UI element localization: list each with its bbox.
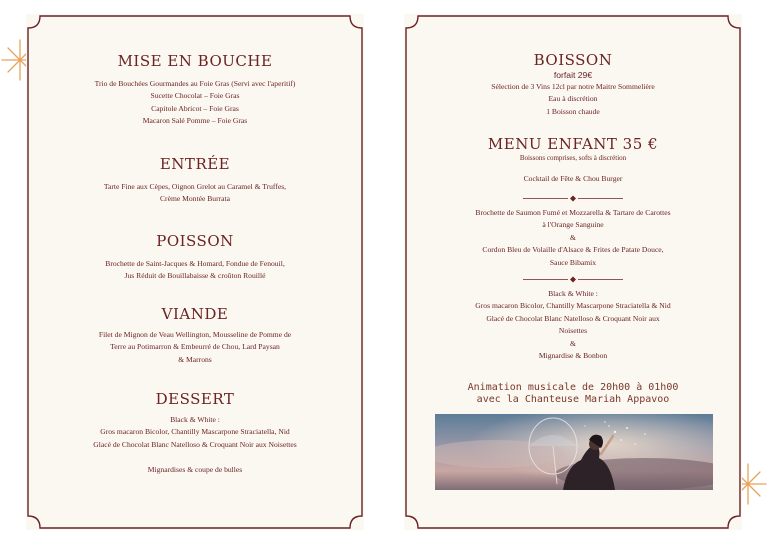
boisson-price: forfait 29€ [553, 70, 593, 80]
menu-line: Glacé de Chocolat Blanc Natelloso & Croquant Noir aux [486, 313, 660, 323]
menu-line: Filet de Mignon de Veau Wellington, Mousseline de Pomme de [98, 330, 292, 339]
menu-line: & [570, 232, 576, 242]
section-enfant-mains [404, 207, 742, 269]
menu-line: Macaron Salé Pomme – Foie Gras [142, 116, 248, 126]
section-boisson [404, 51, 742, 118]
menu-line [26, 451, 364, 463]
menu-line: Jus Réduit de Bouillabaisse & croûton Rouillé [124, 271, 266, 281]
menu-line: Noisettes [558, 326, 588, 336]
menu-line: Glacé de Chocolat Blanc Natelloso & Croquant Noir aux Noisettes [93, 439, 297, 449]
section-menu-enfant [404, 135, 742, 185]
section-entree [26, 155, 364, 206]
section-mise-en-bouche [26, 52, 364, 128]
section-title: DESSERT [155, 390, 235, 408]
menu-line: 1 Boisson chaude [546, 106, 600, 116]
section-dessert [26, 390, 364, 476]
animation-line: Animation musicale de 20h00 à 01h00 [467, 382, 679, 393]
section-title: MISE EN BOUCHE [117, 52, 273, 70]
menu-line: Sauce Bibamix [549, 257, 597, 267]
section-viande [26, 305, 364, 366]
menu-line: Eau à discrétion [548, 94, 598, 104]
menu-line: Cordon Bleu de Volaille d'Alsace & Frites de Patate Douce, [482, 245, 664, 255]
menu-line: Brochette de Saumon Fumé et Mozzarella & Tartare de Carottes [475, 208, 671, 217]
menu-line: Capitole Abricot – Foie Gras [151, 103, 239, 113]
menu-line: Black & White : [548, 289, 598, 298]
menu-line: Trio de Bouchées Gourmandes au Foie Gras (Servi avec l'aperitif) [94, 79, 296, 88]
menu-line: Tarte Fine aux Cèpes, Oignon Grelot au Caramel & Truffes, [103, 182, 287, 191]
menu-line: Crème Montée Burrata [159, 194, 230, 204]
menu-line: Gros macaron Bicolor, Chantilly Mascarpone Straciatella & Nid [475, 301, 671, 311]
menu-line: & [570, 338, 576, 348]
section-title: POISSON [156, 232, 234, 250]
diamond-divider-icon [523, 195, 623, 202]
menu-line: Mignardise & Bonbon [538, 351, 608, 361]
section-title: VIANDE [161, 305, 229, 323]
menu-line: Sucette Chocolat – Foie Gras [150, 91, 240, 101]
menu-line: Brochette de Saint-Jacques & Homard, Fondue de Fenouil, [105, 259, 285, 268]
section-poisson [26, 232, 364, 283]
menu-line: Sélection de 3 Vins 12cl par notre Maitre Sommelière [491, 82, 655, 91]
menu-page-right [404, 14, 742, 530]
menu-line: Mignardises & coupe de bulles [147, 464, 243, 474]
menu-line: Gros macaron Bicolor, Chantilly Mascarpone Straciatella, Nid [100, 427, 290, 437]
menu-line: à l'Orange Sanguine [542, 220, 604, 230]
animation-line: avec la Chanteuse Mariah Appavoo [476, 394, 670, 405]
menu-line: Terre au Potimarron & Embeurré de Chou, Lard Paysan [110, 342, 280, 352]
section-title: ENTRÉE [159, 155, 231, 173]
diamond-divider-icon [523, 276, 623, 283]
menu-line: & Marrons [178, 354, 212, 364]
section-title: MENU ENFANT 35 € [487, 135, 659, 153]
menu-note: Boissons comprises, softs à discrétion [519, 154, 627, 162]
menu-line: Black & White : [170, 415, 220, 424]
menu-page-left [26, 14, 364, 530]
menu-line: Cocktail de Fête & Chou Burger [523, 174, 623, 183]
section-title: BOISSON [533, 51, 613, 69]
singer-photo [435, 414, 713, 490]
section-animation [404, 382, 742, 406]
section-enfant-dessert [404, 288, 742, 362]
